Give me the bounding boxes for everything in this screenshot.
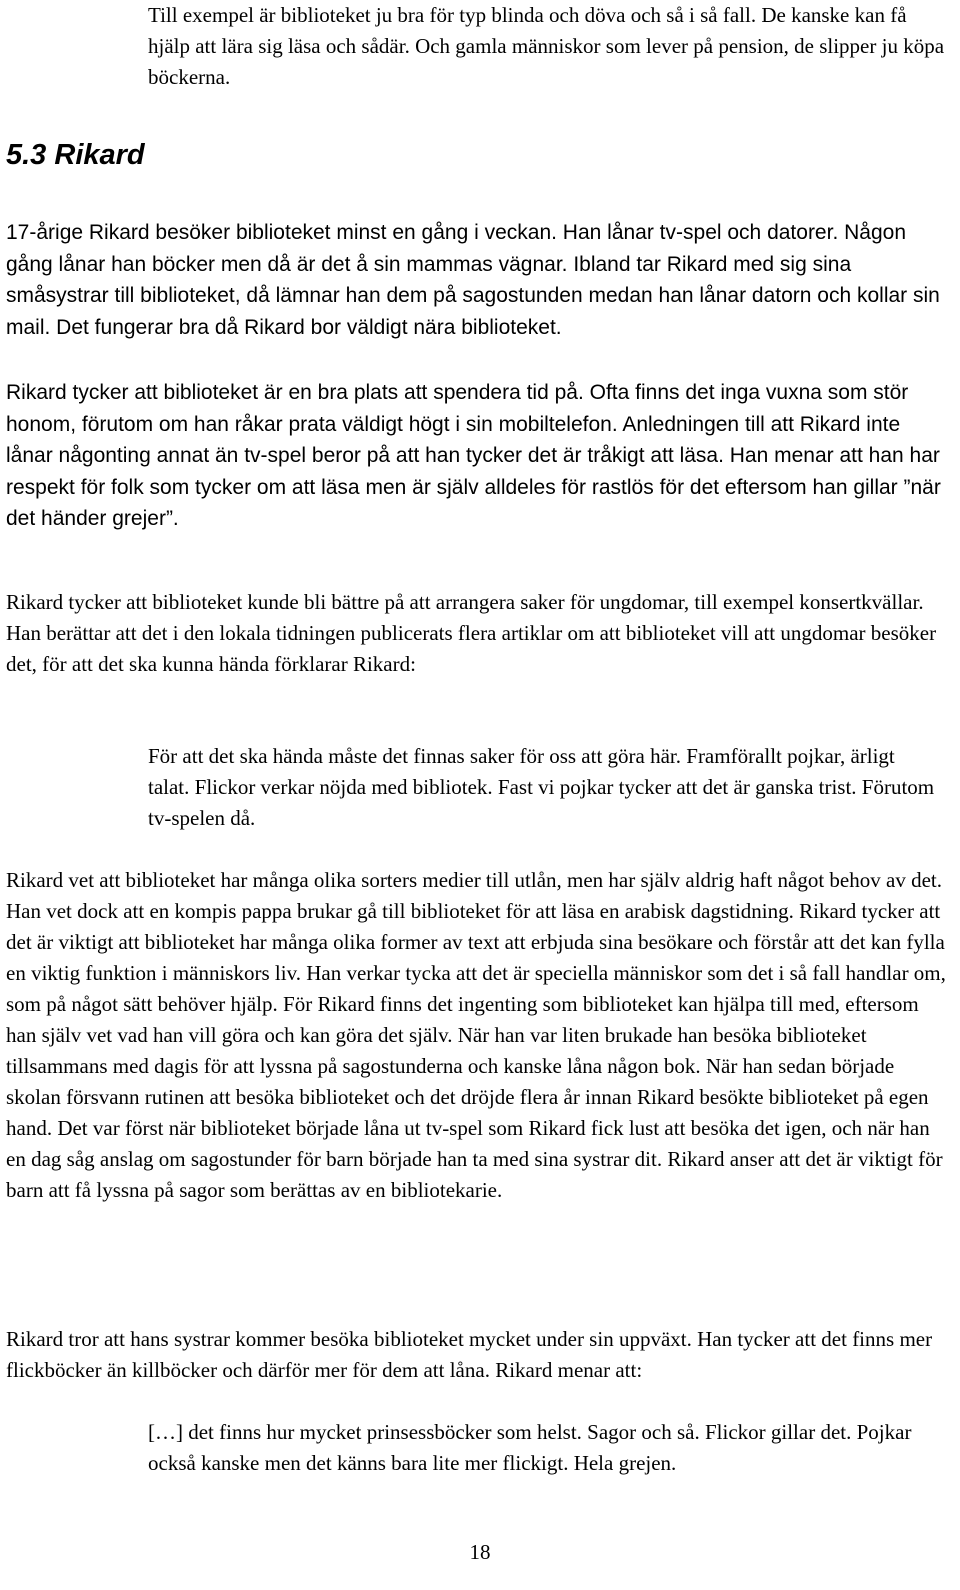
paragraph-4: Rikard vet att biblioteket har många olika sorters medier till utlån, men har själv aldrig haft något behov av det. Han vet dock att en kompis pappa brukar gå till biblioteket för att läsa en arabisk dagstidning. Rikard tycker att det är viktigt att biblioteket har många olika former av text att erbjuda sina besökare och förstår att det kan fylla en viktig funktion i människors liv. Han verkar tycka att det är speciella människor som det i så fall handlar om, som på något sätt behöver hjälp. För Rikard finns det ingenting som biblioteket kan hjälpa till med, eftersom han själv vet vad han vill göra och kan göra det själv. När han var liten brukade han besöka biblioteket tillsammans med dagis för att lyssna på sagostunderna och kanske låna någon bok. När han sedan började skolan försvann rutinen att besöka biblioteket och det dröjde flera år innan Rikard besökte biblioteket på egen hand. Det var först när biblioteket började låna ut tv-spel som Rikard fick lust att besöka det igen, och när han en dag såg anslag om sagostunder för barn började han ta med sina systrar dit. Rikard anser att det är viktigt för barn att få lyssna på sagor som berättas av en bibliotekarie.	[6, 868, 946, 1202]
paragraph-2: Rikard tycker att biblioteket är en bra plats att spendera tid på. Ofta finns det inga vuxna som stör honom, förutom om han råkar prata väldigt högt i sin mobiltelefon. Anledningen till att Rikard inte lånar någonting annat än tv-spel beror på att han tycker det är tråkigt att läsa. Han menar att han har respekt för folk som tycker om att läsa men är själv alldeles för rastlös för det eftersom han gillar ”när det händer grejer”.	[6, 381, 941, 531]
intro-quote: Till exempel är biblioteket ju bra för typ blinda och döva och så i så fall. De kanske kan få hjälp att lära sig läsa och sådär. Och gamla människor som lever på pension, de slipper ju köpa böckerna.	[148, 3, 945, 89]
block-quote-3: […] det finns hur mycket prinsessböcker som helst. Sagor och så. Flickor gillar det. Pojkar också kanske men det känns bara lite mer flickigt. Hela grejen.	[148, 1420, 912, 1475]
page-number: 18	[469, 1540, 491, 1564]
paragraph-5: Rikard tror att hans systrar kommer besöka biblioteket mycket under sin uppväxt. Han tycker att det finns mer flickböcker än killböcker och därför mer för dem att låna. Rikard menar att:	[6, 1327, 933, 1382]
paragraph-1: 17-årige Rikard besöker biblioteket minst en gång i veckan. Han lånar tv-spel och datorer. Någon gång lånar han böcker men då är det å sin mammas vägnar. Ibland tar Rikard med sig sina småsystrar till biblioteket, då lämnar han dem på sagostunden medan han lånar datorn och kollar sin mail. Det fungerar bra då Rikard bor väldigt nära biblioteket.	[6, 221, 940, 339]
block-quote-2: För att det ska hända måste det finnas saker för oss att göra här. Framförallt pojkar, ärligt talat. Flickor verkar nöjda med bibliotek. Fast vi pojkar tycker att det är ganska trist. Förutom tv-spelen då.	[148, 744, 935, 830]
paragraph-3: Rikard tycker att biblioteket kunde bli bättre på att arrangera saker för ungdomar, till exempel konsertkvällar. Han berättar att det i den lokala tidningen publicerats flera artiklar om att biblioteket vill att ungdomar besöker det, för att det ska kunna hända förklarar Rikard:	[6, 590, 937, 676]
section-heading: 5.3 Rikard	[6, 139, 145, 171]
